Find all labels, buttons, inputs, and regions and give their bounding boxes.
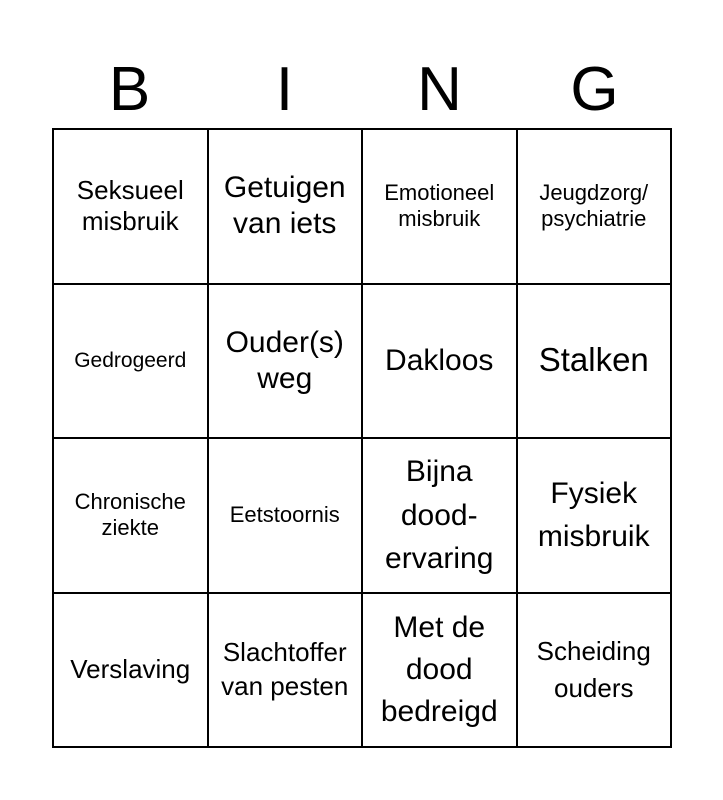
bingo-cell[interactable] [363, 285, 518, 440]
bingo-cell[interactable] [54, 594, 209, 749]
bingo-cell[interactable] [518, 594, 673, 749]
cell-text: Getuigen van iets [223, 171, 346, 241]
bingo-cell[interactable] [54, 285, 209, 440]
cell-text: Ouder(s) weg [225, 325, 344, 395]
bingo-header [52, 52, 672, 128]
header-letter-n: N [417, 55, 462, 124]
bingo-grid [52, 128, 672, 748]
bingo-cell[interactable] [209, 594, 364, 749]
header-letter-b: B [108, 55, 151, 124]
cell-text: Eetstoornis [229, 502, 340, 528]
bingo-cell[interactable] [209, 439, 364, 594]
cell-text: Dakloos [385, 343, 494, 377]
cell-text: Jeugdzorg/ psychiatrie [539, 179, 649, 232]
cell-text: Gedrogeerd [74, 349, 187, 373]
cell-text: Met de dood bedreigd [380, 610, 498, 728]
header-letter-i: I [275, 55, 294, 124]
cell-text: Scheiding ouders [536, 636, 651, 703]
bingo-cell[interactable] [209, 130, 364, 285]
cell-text: Bijna dood-ervaring [385, 455, 494, 575]
bingo-cell[interactable] [518, 439, 673, 594]
cell-text: Fysiek misbruik [537, 476, 650, 554]
bingo-cell[interactable] [363, 439, 518, 594]
cell-text: Emotioneel misbruik [384, 179, 495, 232]
cell-text: Slachtoffer van pesten [221, 636, 349, 701]
header-letter-g: G [570, 55, 619, 124]
bingo-cell[interactable] [518, 285, 673, 440]
bingo-cell[interactable] [363, 594, 518, 749]
cell-text: Verslaving [70, 654, 191, 685]
cell-text: Chronische ziekte [74, 488, 186, 541]
cell-text: Seksueel misbruik [76, 175, 184, 237]
bingo-cell[interactable] [363, 130, 518, 285]
bingo-cell[interactable] [54, 439, 209, 594]
cell-text: Stalken [538, 341, 649, 379]
bingo-cell[interactable] [54, 130, 209, 285]
bingo-cell[interactable] [209, 285, 364, 440]
bingo-cell[interactable] [518, 130, 673, 285]
